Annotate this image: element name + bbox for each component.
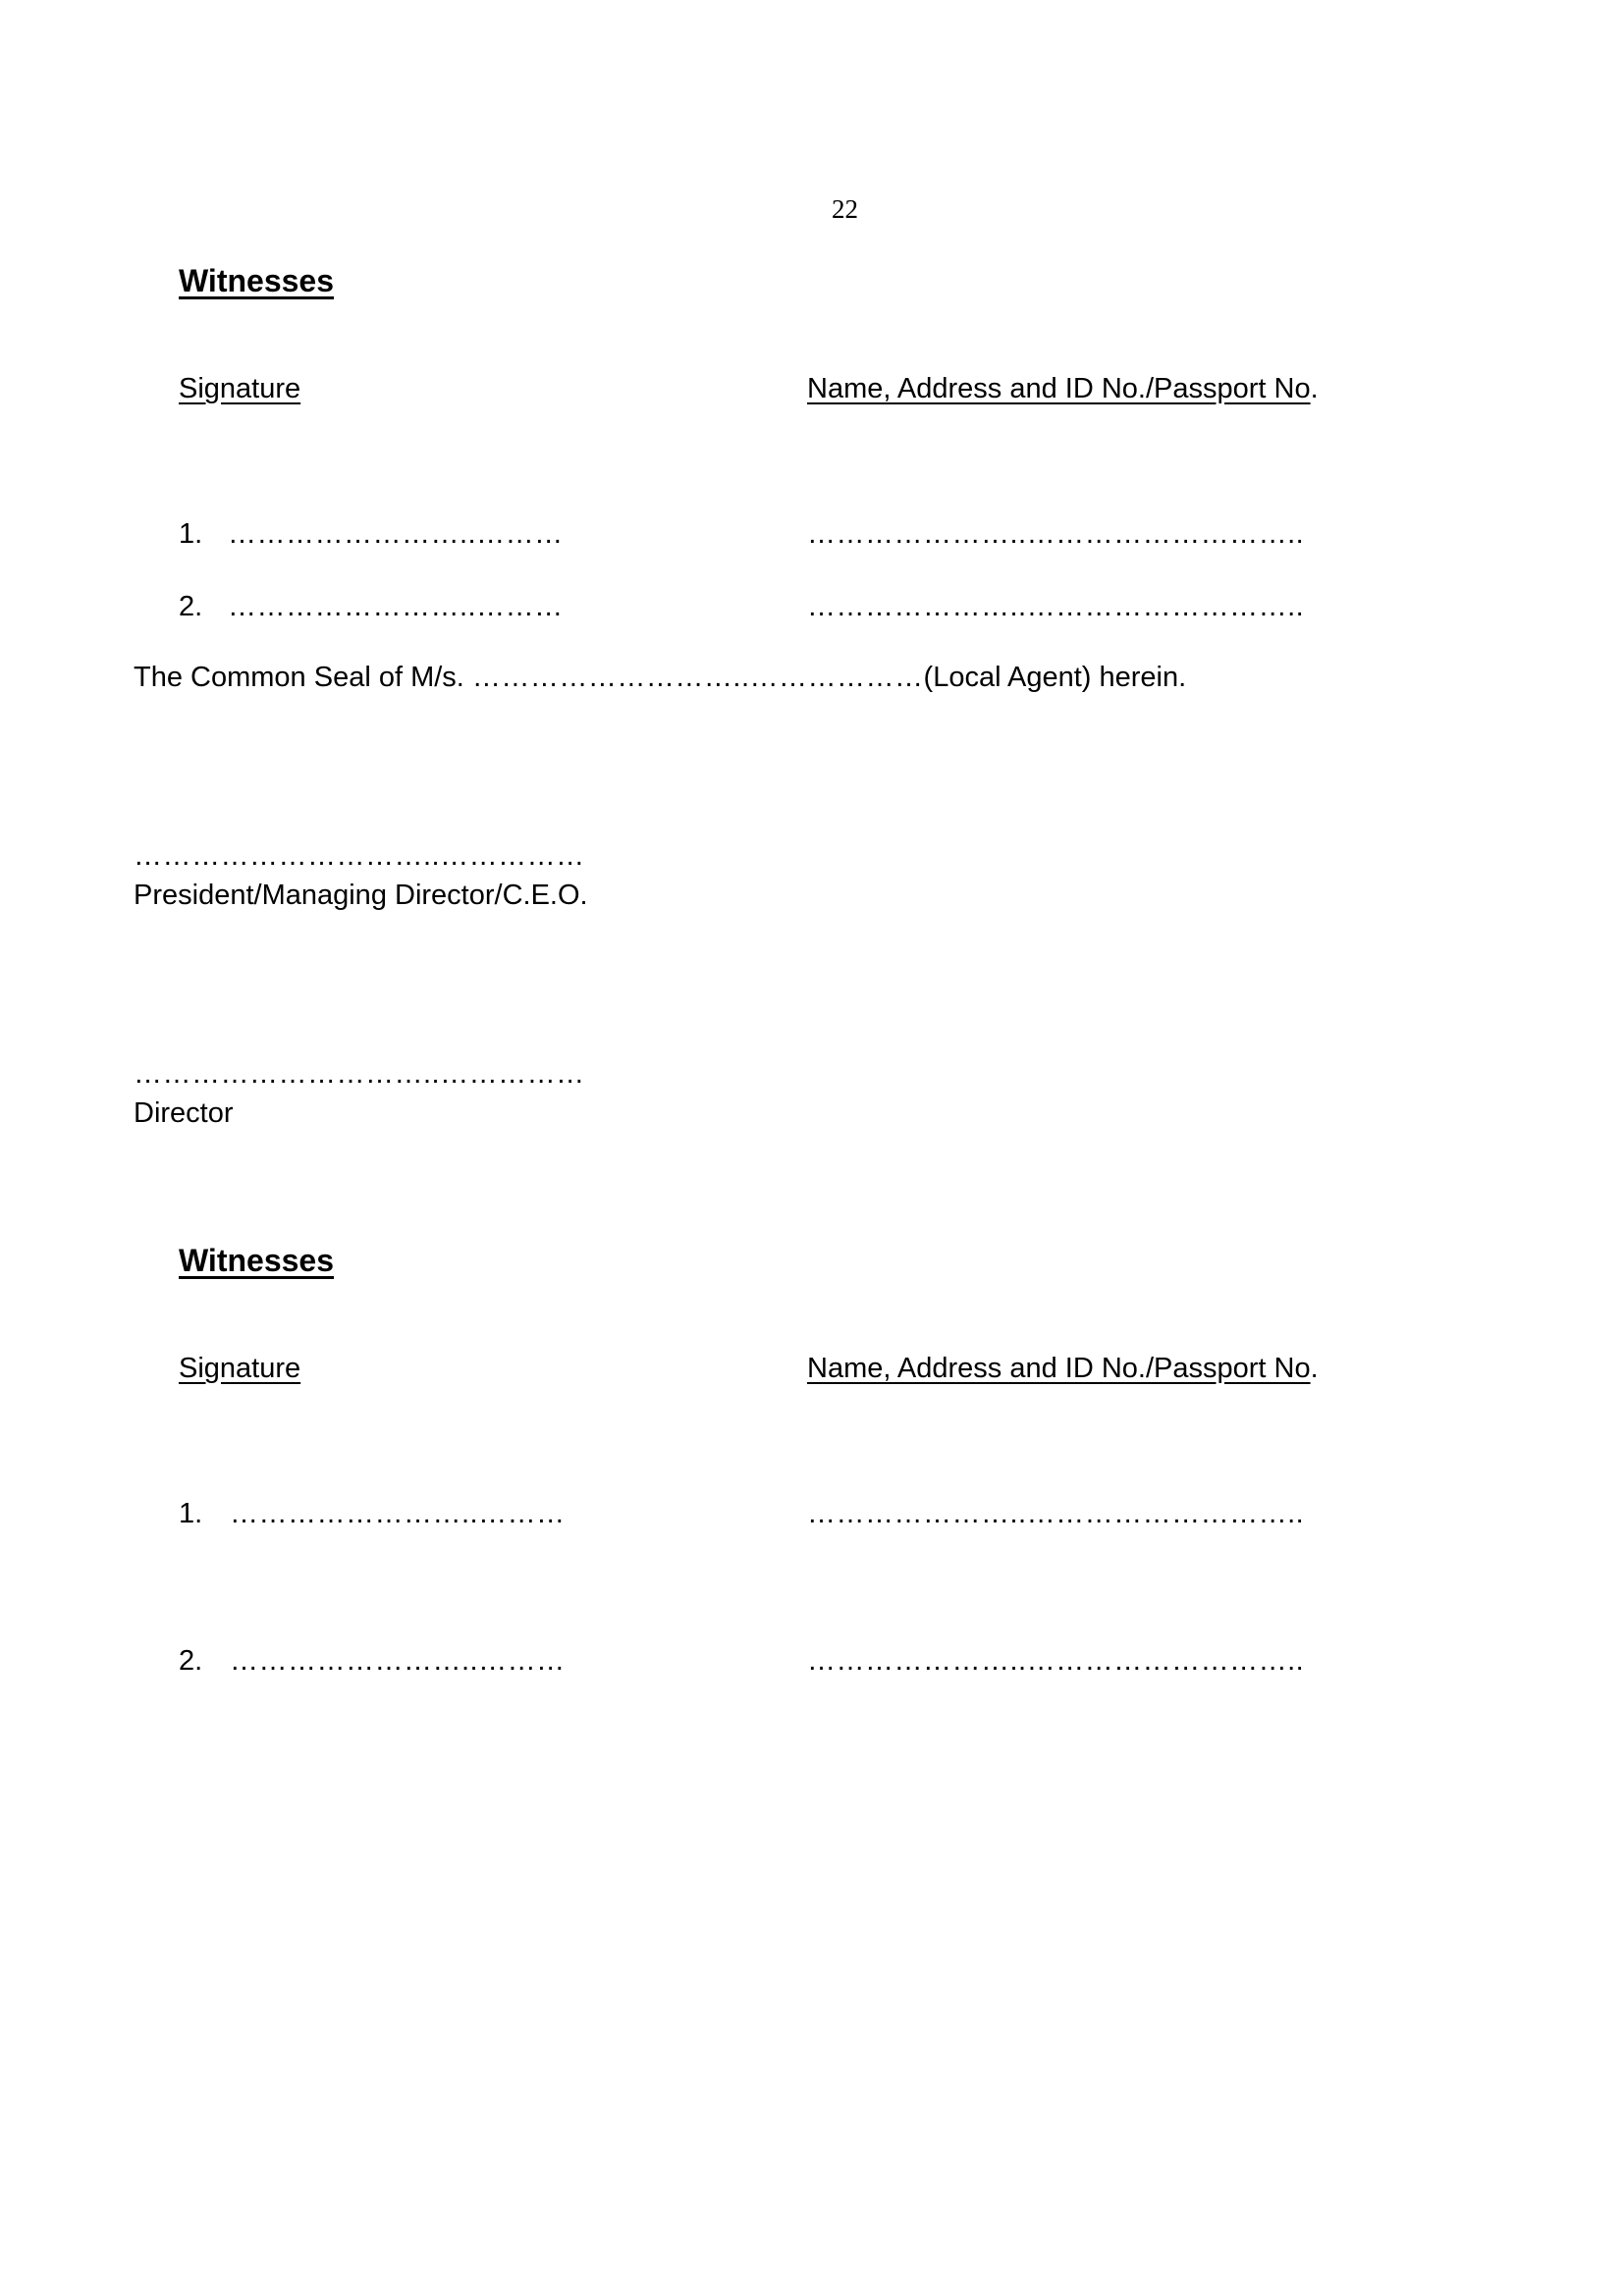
witness-number: 2. (179, 591, 203, 622)
name-address-header-text: Name, Address and ID No./Passport No (807, 373, 1311, 404)
director-signature-line: …………………………..…………… (134, 1058, 585, 1090)
witness-signature-line: ……………………..……… (230, 1498, 566, 1529)
director-title: Director (134, 1097, 234, 1129)
witness-number: 1. (179, 1498, 203, 1529)
witness-name-line: …………………..……………………….. (807, 1498, 1305, 1529)
name-address-header-text: Name, Address and ID No./Passport No (807, 1353, 1311, 1384)
witness-signature-line: ……………………..……… (228, 518, 564, 550)
president-signature-line: …………………………..…………… (134, 840, 585, 872)
witness-number: 2. (179, 1645, 203, 1677)
common-seal-prefix: The Common Seal of M/s. (134, 662, 464, 693)
witness-name-line: …………………..……………………….. (807, 518, 1305, 550)
witnesses-heading: Witnesses (179, 1243, 334, 1278)
witness-signature-line: ……………………..……… (230, 1645, 566, 1677)
president-title: President/Managing Director/C.E.O. (134, 880, 588, 911)
witness-number: 1. (179, 518, 203, 550)
witness-name-line: …………………..……………………….. (807, 591, 1305, 622)
witnesses-heading: Witnesses (179, 263, 334, 298)
witness-name-line: …………………..……………………….. (807, 1645, 1305, 1677)
name-address-column-header (807, 375, 1319, 403)
name-address-header-suffix: . (1310, 1353, 1319, 1384)
common-seal-suffix: (Local Agent) herein. (923, 662, 1187, 693)
local-agent-name-line: ………………………..……………… (471, 662, 924, 693)
signature-column-header: Signature (179, 373, 301, 404)
common-seal-statement (134, 664, 1186, 692)
signature-column-header: Signature (179, 1353, 301, 1384)
name-address-header-suffix: . (1310, 373, 1319, 404)
name-address-column-header (807, 1355, 1319, 1383)
witness-signature-line: ……………………..……… (228, 591, 564, 622)
page-number: 22 (832, 194, 858, 224)
